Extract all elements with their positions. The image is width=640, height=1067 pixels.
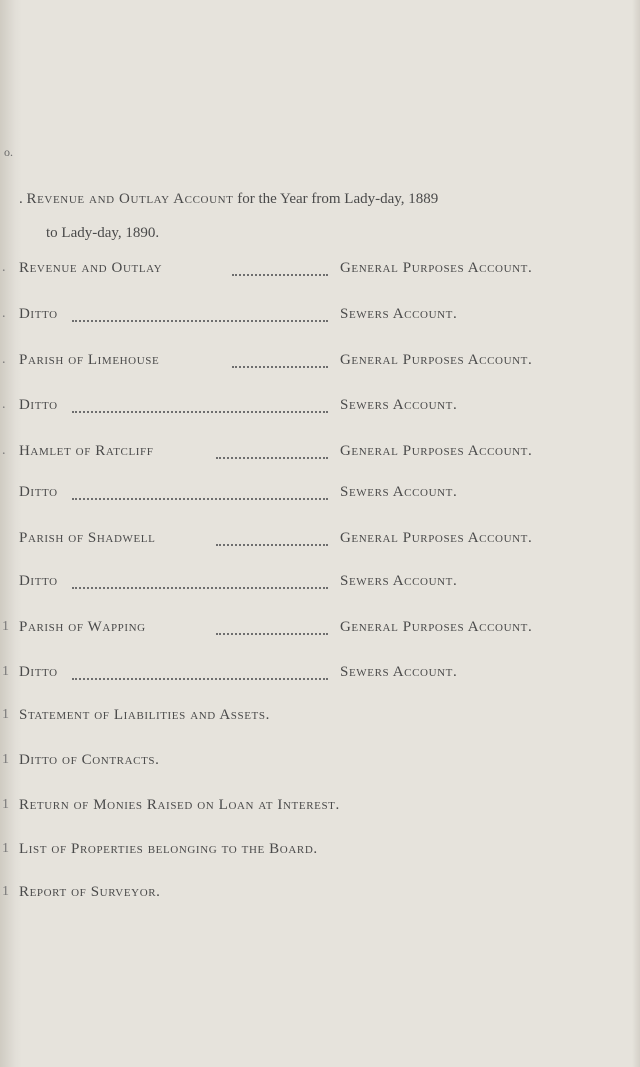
statement-text: List of Properties belonging to the Board. <box>19 841 318 857</box>
entry-right: General Purposes Account. <box>340 260 533 276</box>
statement-text: Return of Monies Raised on Loan at Interest. <box>19 797 340 813</box>
statement-marker: 1 <box>2 841 9 856</box>
leader-dots <box>216 544 328 546</box>
entry-marker: . <box>2 443 6 458</box>
leader-dots <box>72 411 328 413</box>
entry-left: Ditto <box>19 664 58 680</box>
leader-dots <box>216 633 328 635</box>
intro-line-1 <box>19 182 438 216</box>
leader-dots <box>72 498 328 500</box>
entry-right: Sewers Account. <box>340 397 458 413</box>
entry-right: Sewers Account. <box>340 664 458 680</box>
page-right-edge <box>632 0 640 1067</box>
entry-right: Sewers Account. <box>340 306 458 322</box>
entry-marker: . <box>2 306 6 321</box>
entry-right: General Purposes Account. <box>340 443 533 459</box>
entry-left: Parish of Shadwell <box>19 530 156 546</box>
entry-left: Ditto <box>19 397 58 413</box>
entry-left: Ditto <box>19 573 58 589</box>
entry-marker: . <box>2 260 6 275</box>
leader-dots <box>72 320 328 322</box>
intro-line-2: to Lady-day, 1890. <box>46 225 160 241</box>
statement-marker: 1 <box>2 707 9 722</box>
entry-marker: 1 <box>2 619 9 634</box>
leader-dots <box>216 457 328 459</box>
entry-left: Revenue and Outlay <box>19 260 163 276</box>
intro-marker: . <box>19 191 23 207</box>
entry-right: General Purposes Account. <box>340 530 533 546</box>
entry-right: Sewers Account. <box>340 573 458 589</box>
leader-dots <box>72 678 328 680</box>
corner-mark: o. <box>4 145 13 159</box>
entry-marker: . <box>2 352 6 367</box>
intro-period: for the Year from Lady-day, 1889 <box>233 191 439 207</box>
entry-left: Ditto <box>19 484 58 500</box>
entry-left: Hamlet of Ratcliff <box>19 443 154 459</box>
entry-marker: . <box>2 397 6 412</box>
entry-left: Parish of Limehouse <box>19 352 160 368</box>
leader-dots <box>232 274 328 276</box>
entry-marker: 1 <box>2 664 9 679</box>
entry-right: General Purposes Account. <box>340 352 533 368</box>
entry-left: Ditto <box>19 306 58 322</box>
statement-marker: 1 <box>2 752 9 767</box>
leader-dots <box>232 366 328 368</box>
leader-dots <box>72 587 328 589</box>
intro-heading <box>19 182 438 250</box>
intro-title: Revenue and Outlay Account <box>26 191 234 207</box>
statement-text: Statement of Liabilities and Assets. <box>19 707 270 723</box>
entry-left: Parish of Wapping <box>19 619 146 635</box>
statement-text: Report of Surveyor. <box>19 884 161 900</box>
entry-right: General Purposes Account. <box>340 619 533 635</box>
entry-right: Sewers Account. <box>340 484 458 500</box>
statement-text: Ditto of Contracts. <box>19 752 160 768</box>
statement-marker: 1 <box>2 884 9 899</box>
statement-marker: 1 <box>2 797 9 812</box>
